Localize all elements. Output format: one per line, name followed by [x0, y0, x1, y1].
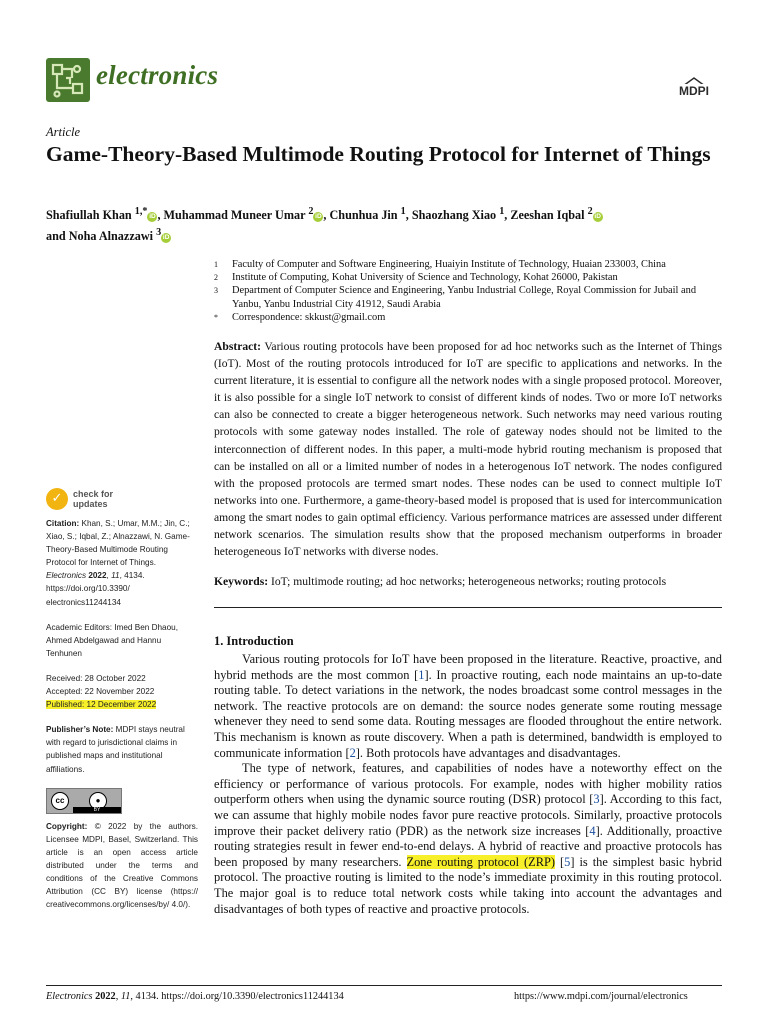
published-date: Published: 12 December 2022 — [46, 700, 157, 710]
author-name[interactable]: Chunhua Jin — [329, 208, 398, 223]
affiliation-number: * — [214, 312, 218, 322]
checkmark-icon: ✓ — [46, 488, 68, 510]
publisher-note-label: Publisher’s Note: — [46, 725, 114, 735]
footer-volume: 11 — [120, 991, 131, 1002]
citation-doi[interactable]: , 4134. https://doi.org/10.3390/ electronics11244134 — [46, 571, 145, 607]
author-affiliation-marker: 2 — [587, 206, 593, 217]
paragraph-text: ]. In proactive routing, each node maintains an up-to-date routing table. To detect variations in the network, the nodes broadcast some control messages in the network. The reactive protocols are on demand: the source nodes generate some routing message whenever they need to send some data. Routing messages are flooded throughout the entire network. This mechanism is known as route discovery. When a path is determined, bandwidth is employed to communicate information [ — [214, 667, 722, 760]
author-affiliation-marker: 1 — [400, 206, 406, 217]
paragraph-text: Various routing protocols for IoT have been proposed in the literature. Reactive, proactive, and hybrid methods are the most common [ — [214, 652, 722, 682]
author-affiliation-marker: 2 — [308, 206, 314, 217]
mdpi-logo-text: MDPI — [679, 84, 709, 98]
affiliation-number: 2 — [214, 273, 218, 283]
copyright-text: © 2022 by the authors. Licensee MDPI, Basel, Switzerland. This article is an open access article distributed under the terms and conditions of the Creative Commons Attribution (CC BY) license (https:// creativecommons.org/licenses/by/ 4.0/). — [46, 821, 198, 910]
footer-divider — [46, 985, 722, 986]
academic-editors: Academic Editors: Imed Ben Dhaou, Ahmed Abdelgawad and Hannu Tenhunen — [46, 622, 178, 658]
affiliation-item — [214, 284, 724, 310]
abstract — [214, 338, 722, 560]
citation-link[interactable]: 5 — [564, 854, 571, 869]
author-name[interactable]: Noha Alnazzawi — [68, 229, 154, 244]
cc-icon: cc — [51, 792, 69, 810]
copyright-block — [46, 820, 198, 912]
citation-label: Citation: — [46, 519, 80, 528]
circuit-logo-icon — [46, 58, 90, 102]
citation-year: 2022 — [88, 571, 107, 581]
sidebar — [46, 517, 198, 911]
affiliations — [214, 258, 724, 324]
affiliation-item — [214, 311, 724, 324]
author-name[interactable]: Muhammad Muneer Umar — [163, 208, 306, 223]
accepted-date: Accepted: 22 November 2022 — [46, 687, 155, 697]
journal-name: electronics — [96, 60, 219, 90]
mdpi-logo — [668, 70, 720, 102]
article-type: Article — [46, 125, 81, 139]
paragraph-text: ]. According to this fact, we can assume that highly mobile nodes favor pure reactive protocols. Similarly, proactive protocols improve their packet delivery ratio (PDR) as the network size increases [ — [214, 792, 722, 838]
citation-link[interactable]: 2 — [349, 745, 356, 760]
orcid-icon[interactable]: iD — [162, 234, 170, 242]
footer-citation: Electronics 2022, 11, 4134. https://doi.org/10.3390/electronics11244134 — [46, 991, 344, 1002]
person-icon: ● — [89, 792, 107, 810]
highlighted-text: Zone routing protocol (ZRP) — [406, 854, 556, 869]
check-updates-line1: check for — [73, 489, 114, 499]
journal-logo — [46, 58, 90, 102]
copyright-label: Copyright: — [46, 821, 88, 831]
cc-by-label: BY — [73, 807, 121, 813]
orcid-icon[interactable]: iD — [315, 213, 322, 221]
affiliation-item — [214, 271, 724, 284]
paragraph — [214, 761, 722, 917]
orcid-icon[interactable]: iD — [594, 213, 601, 221]
citation-text: Khan, S.; Umar, M.M.; Jin, C.; Xiao, S.; Iqbal, Z.; Alnazzawi, N. Game-Theory-Based Multimode Routing Protocol for Internet of Things. — [46, 519, 190, 568]
paragraph-text: The type of network, features, and capabilities of nodes have a noteworthy effect on the efficiency or performance of various protocols. For example, nodes with higher mobility ratios outperform others when using the dynamic source routing (DSR) protocol [ — [214, 761, 722, 807]
author-name[interactable]: Shaozhang Xiao — [411, 208, 497, 223]
affiliation-number: 3 — [214, 286, 218, 296]
footer-journal: Electronics — [46, 991, 93, 1002]
dates-block — [46, 672, 198, 711]
affiliation-text: Institute of Computing, Kohat University of Science and Technology, Kohat 26000, Pakistan — [232, 272, 618, 284]
affiliation-number: 1 — [214, 260, 218, 269]
check-for-updates-badge[interactable] — [46, 488, 166, 512]
publisher-note-text: MDPI stays neutral with regard to jurisdictional claims in published maps and institutional affiliations. — [46, 725, 185, 774]
citation-link[interactable]: 4 — [589, 823, 596, 838]
footer-year: 2022 — [95, 991, 116, 1002]
check-updates-line2: updates — [73, 499, 108, 509]
author-name[interactable]: Shafiullah Khan — [46, 208, 132, 223]
keywords — [214, 573, 722, 590]
abstract-text: Various routing protocols have been proposed for ad hoc networks such as the Internet of Things (IoT). Most of the routing protocols introduced for IoT are specific to applications and networks. In the current literature, it is essential to configure all the network nodes with a single proposed protocol. Moreover, it is also possible for a single IoT network to consist of different kinds of nodes. Two or more IoT networks can also be connected to create a bigger heterogeneous network. Such networks may need various routing protocols with some gateway nodes installed. The role of gateway nodes should not be limited to the interconnection of different nodes. In this paper, a multi-mode hybrid routing mechanism is proposed that can be installed on all or a limited number of nodes in a heterogenous IoT network. The nodes configured with the proposed protocols are termed smart nodes. These nodes can be used to connect multiple IoT networks into one. Furthermore, a game-theory-based model is proposed that is used for intercommunication among the smart nodes to gain optimal efficiency. Various performance matrices are assessed under different network scenarios. The simulation results show that the proposed mechanism outperforms in broader heterogeneous IoT networks with diverse nodes. — [214, 340, 722, 559]
paragraph — [214, 652, 722, 761]
citation-link[interactable]: 3 — [593, 792, 600, 807]
affiliation-text: Faculty of Computer and Software Engineering, Huaiyin Institute of Technology, Huaian 233003, China — [232, 259, 666, 270]
paragraph-text: ] is the simplest basic hybrid protocol. The proactive routing is limited to the node’s immediate proximity in this routing protocol. The major goal is to reduce total network costs while taking into account the advantages and disadvantages of both types of reactive and proactive protocols. — [214, 854, 722, 916]
keywords-text: IoT; multimode routing; ad hoc networks; heterogeneous networks; routing protocols — [271, 575, 667, 588]
paragraph-text: ]. Both protocols have advantages and disadvantages. — [355, 745, 621, 760]
citation-journal: Electronics — [46, 571, 87, 581]
section-heading: 1. Introduction — [214, 634, 294, 648]
keywords-label: Keywords: — [214, 575, 269, 588]
received-date: Received: 28 October 2022 — [46, 673, 146, 683]
author-list: Shafiullah Khan $^{1,*}$ iD , Muhammad Muneer Umar $^2$ iD , Chunhua Jin $^1$, Shaozhang Xiao $^1$, Zeeshan Iqbal $^2$ iD and Noha Alnazzawi $^3$ iD — [46, 206, 601, 244]
mdpi-logo-icon — [668, 70, 720, 102]
check-updates-text — [73, 489, 113, 509]
author-affiliation-marker: 1,* — [134, 206, 148, 217]
article-title: Game-Theory-Based Multimode Routing Protocol for Internet of Things — [46, 142, 711, 166]
publisher-note — [46, 723, 198, 775]
author-conjunction: and — [46, 229, 66, 244]
paragraph-text: [ — [555, 854, 565, 869]
author-affiliation-marker: 1 — [499, 206, 505, 217]
orcid-icon[interactable]: iD — [149, 213, 156, 221]
affiliation-item — [214, 258, 724, 271]
author-affiliation-marker: 3 — [156, 227, 162, 239]
citation-block: Citation: Khan, S.; Umar, M.M.; Jin, C.; Xiao, S.; Iqbal, Z.; Alnazzawi, N. Game-Theory-Based Multimode Routing Protocol for Internet of Things. Electronics 2022, 11, 4134. https://doi.org/10.3390/ electronics11244134 — [46, 519, 190, 607]
correspondence-email[interactable]: Correspondence: skkust@gmail.com — [232, 311, 386, 323]
intro-body — [214, 652, 722, 917]
abstract-label: Abstract: — [214, 340, 262, 353]
footer-doi[interactable]: , 4134. https://doi.org/10.3390/electronics11244134 — [130, 991, 344, 1002]
citation-volume: 11 — [111, 571, 120, 581]
citation-link[interactable]: 1 — [418, 667, 425, 682]
affiliation-text: Department of Computer Science and Engineering, Yanbu Industrial College, Royal Commission for Jubail and Yanbu, Yanbu Industrial City 41912, Saudi Arabia — [232, 285, 697, 310]
author-name[interactable]: Zeeshan Iqbal — [510, 208, 585, 223]
section-divider — [214, 607, 722, 608]
paragraph-text: ]. Additionally, proactive routing strategies result in fewer end-to-end delays. A hybrid of reactive and proactive protocols has been proposed by many researchers. — [214, 823, 723, 869]
cc-by-license-badge[interactable] — [46, 788, 122, 814]
footer-journal-url[interactable]: https://www.mdpi.com/journal/electronics — [514, 991, 688, 1002]
